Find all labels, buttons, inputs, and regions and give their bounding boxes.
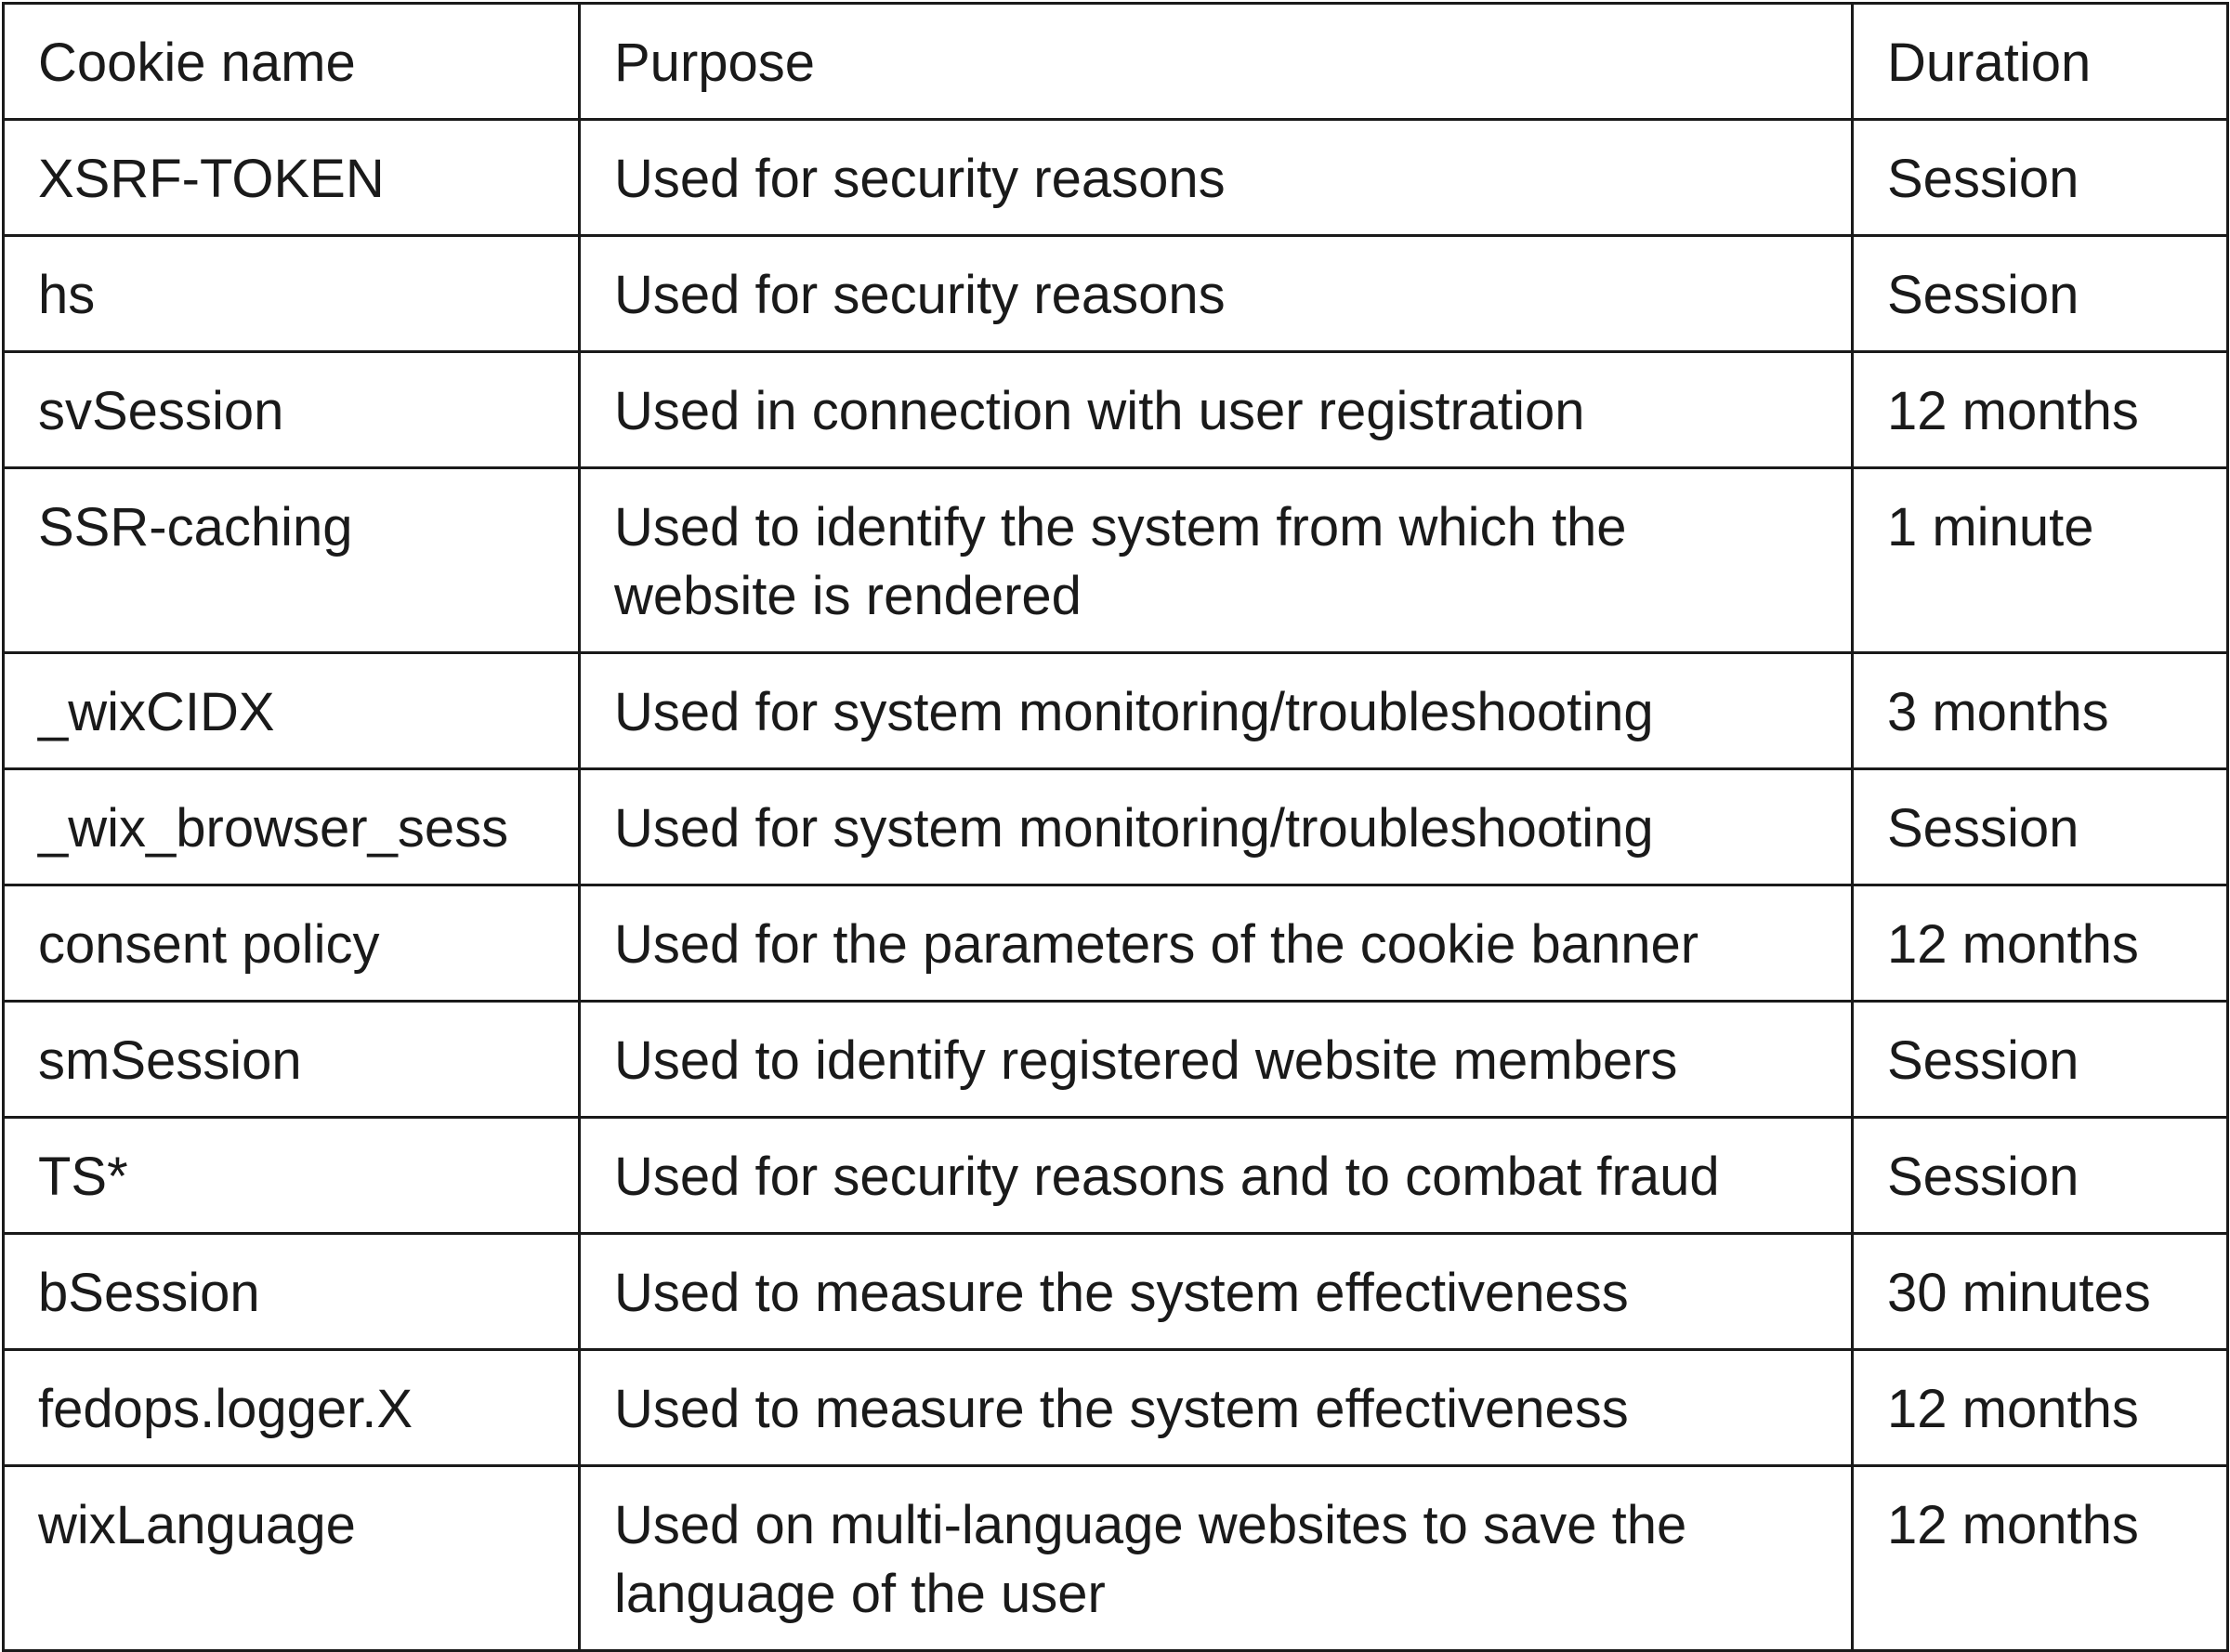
cell-cookie-name: _wix_browser_sess — [4, 769, 580, 885]
table-row — [4, 1466, 2228, 1651]
cell-cookie-name: consent policy — [4, 885, 580, 1002]
cell-cookie-name: SSR-caching — [4, 468, 580, 653]
cell-duration: Session — [1853, 1118, 2228, 1234]
cell-duration: Session — [1853, 236, 2228, 352]
table-row — [4, 1234, 2228, 1350]
header-cookie-name: Cookie name — [4, 4, 580, 120]
cell-duration: 12 months — [1853, 1350, 2228, 1466]
cookie-table — [2, 2, 2229, 1652]
header-purpose: Purpose — [580, 4, 1853, 120]
cell-purpose: Used in connection with user registration — [580, 352, 1853, 468]
cell-purpose: Used for system monitoring/troubleshooting — [580, 769, 1853, 885]
table-row — [4, 120, 2228, 236]
cell-duration: 12 months — [1853, 352, 2228, 468]
cell-purpose: Used to measure the system effectiveness — [580, 1234, 1853, 1350]
table-row — [4, 1350, 2228, 1466]
cell-purpose: Used on multi-language websites to save the language of the user — [580, 1466, 1853, 1651]
cell-cookie-name: svSession — [4, 352, 580, 468]
cell-cookie-name: fedops.logger.X — [4, 1350, 580, 1466]
cell-cookie-name: _wixCIDX — [4, 653, 580, 769]
cell-purpose: Used for the parameters of the cookie banner — [580, 885, 1853, 1002]
cell-duration: 3 months — [1853, 653, 2228, 769]
cell-purpose: Used to identify the system from which the website is rendered — [580, 468, 1853, 653]
table-body — [4, 120, 2228, 1651]
cell-duration: 12 months — [1853, 885, 2228, 1002]
cell-duration: 30 minutes — [1853, 1234, 2228, 1350]
cell-purpose: Used for security reasons — [580, 120, 1853, 236]
header-row — [4, 4, 2228, 120]
cell-cookie-name: XSRF-TOKEN — [4, 120, 580, 236]
table-row — [4, 885, 2228, 1002]
cell-cookie-name: smSession — [4, 1002, 580, 1118]
cell-cookie-name: hs — [4, 236, 580, 352]
table-row — [4, 468, 2228, 653]
table-row — [4, 236, 2228, 352]
cell-duration: Session — [1853, 769, 2228, 885]
cell-purpose: Used to identify registered website members — [580, 1002, 1853, 1118]
table-row — [4, 352, 2228, 468]
cell-duration: Session — [1853, 120, 2228, 236]
cell-cookie-name: TS* — [4, 1118, 580, 1234]
cell-duration: 12 months — [1853, 1466, 2228, 1651]
cell-duration: Session — [1853, 1002, 2228, 1118]
cell-duration: 1 minute — [1853, 468, 2228, 653]
cell-cookie-name: bSession — [4, 1234, 580, 1350]
cell-purpose: Used for security reasons and to combat fraud — [580, 1118, 1853, 1234]
cell-purpose: Used for security reasons — [580, 236, 1853, 352]
table-row — [4, 1002, 2228, 1118]
header-duration: Duration — [1853, 4, 2228, 120]
cell-purpose: Used for system monitoring/troubleshooting — [580, 653, 1853, 769]
table-row — [4, 1118, 2228, 1234]
table-row — [4, 653, 2228, 769]
cell-purpose: Used to measure the system effectiveness — [580, 1350, 1853, 1466]
table-header — [4, 4, 2228, 120]
cell-cookie-name: wixLanguage — [4, 1466, 580, 1651]
table-row — [4, 769, 2228, 885]
